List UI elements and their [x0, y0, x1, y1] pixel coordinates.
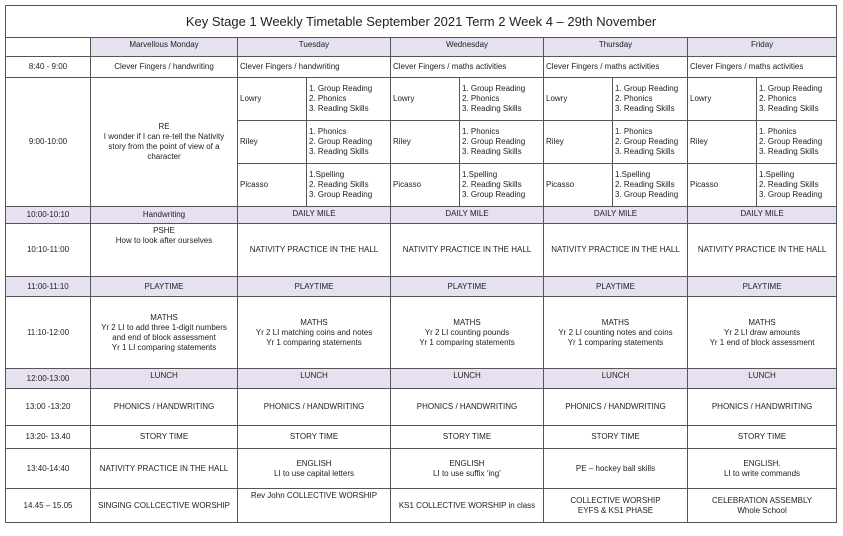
lesson-cell	[91, 224, 238, 277]
activity: 1.Spelling	[759, 170, 795, 179]
lesson-line: CELEBRATION ASSEMBLY	[711, 495, 813, 505]
activity: 1. Group Reading	[309, 84, 373, 93]
lesson-line: and end of block assessment	[112, 332, 216, 342]
day-header-tuesday: Tuesday	[238, 38, 391, 57]
lesson-line: Yr 2 LI draw amounts	[724, 327, 801, 337]
activity: 2. Phonics	[759, 94, 797, 103]
activity: 3. Group Reading	[759, 190, 823, 199]
group-name-lowry: Lowry	[238, 78, 307, 121]
lesson-cell: Handwriting	[91, 207, 238, 224]
lesson-line: MATHS	[150, 312, 178, 322]
group-name-picasso: Picasso	[238, 164, 307, 207]
lesson-cell: NATIVITY PRACTICE IN THE HALL	[238, 224, 391, 277]
lesson-cell: SINGING COLLCECTIVE WORSHIP	[91, 489, 238, 523]
group-activities	[307, 121, 391, 164]
time-cell: 10:00-10:10	[6, 207, 91, 224]
activity: 3. Reading Skills	[309, 147, 369, 156]
group-activities	[757, 78, 837, 121]
group-activities	[460, 78, 544, 121]
lesson-line: MATHS	[453, 317, 481, 327]
group-name-riley: Riley	[238, 121, 307, 164]
activity: 1.Spelling	[309, 170, 345, 179]
lesson-line: Yr 1 LI comparing statements	[111, 342, 217, 352]
lesson-cell: Clever Fingers / maths activities	[391, 57, 544, 78]
lesson-cell: DAILY MILE	[544, 207, 688, 224]
time-cell: 9:00-10:00	[6, 78, 91, 207]
lesson-cell	[238, 449, 391, 489]
lesson-cell: PLAYTIME	[91, 277, 238, 297]
activity: 2. Group Reading	[615, 137, 679, 146]
lesson-line: ENGLISH	[296, 458, 332, 468]
activity: 1. Group Reading	[759, 84, 823, 93]
group-activities	[460, 121, 544, 164]
group-activities	[613, 164, 688, 207]
time-cell: 13:40-14:40	[6, 449, 91, 489]
activity: 3. Group Reading	[615, 190, 679, 199]
lesson-cell: STORY TIME	[91, 426, 238, 449]
lesson-line: ENGLISH	[449, 458, 485, 468]
activity: 1. Group Reading	[615, 84, 679, 93]
lesson-cell: PHONICS / HANDWRITING	[544, 389, 688, 426]
activity: 2. Group Reading	[759, 137, 823, 146]
lesson-cell: DAILY MILE	[391, 207, 544, 224]
activity: 1. Phonics	[615, 127, 653, 136]
activity: 3. Reading Skills	[309, 104, 369, 113]
day-header-friday: Friday	[688, 38, 837, 57]
activity: 3. Group Reading	[309, 190, 373, 199]
activity: 3. Reading Skills	[759, 104, 819, 113]
activity: 2. Phonics	[462, 94, 500, 103]
lesson-line: How to look after ourselves	[115, 236, 213, 245]
time-cell: 10:10-11:00	[6, 224, 91, 277]
lesson-cell: NATIVITY PRACTICE IN THE HALL	[91, 449, 238, 489]
lesson-cell: Rev John COLLECTIVE WORSHIP	[238, 489, 391, 523]
lesson-line: Yr 1 comparing statements	[419, 337, 515, 347]
activity: 2. Group Reading	[462, 137, 526, 146]
activity: 1. Phonics	[462, 127, 500, 136]
group-activities	[307, 164, 391, 207]
activity: 2. Reading Skills	[615, 180, 675, 189]
lesson-cell	[238, 297, 391, 369]
lesson-cell: Clever Fingers / maths activities	[688, 57, 837, 78]
timetable	[5, 5, 837, 523]
monday-re-cell	[91, 78, 238, 207]
activity: 3. Reading Skills	[759, 147, 819, 156]
lesson-line: Yr 2 LI to add three 1-digit numbers	[101, 322, 227, 332]
time-header-blank	[6, 38, 91, 57]
lesson-line: COLLECTIVE WORSHIP	[570, 495, 661, 505]
group-name-picasso: Picasso	[544, 164, 613, 207]
activity: 2. Phonics	[309, 94, 347, 103]
activity: 2. Reading Skills	[309, 180, 369, 189]
activity: 2. Reading Skills	[462, 180, 522, 189]
lesson-line: story from the point of view of a	[108, 142, 220, 151]
lesson-cell: PLAYTIME	[391, 277, 544, 297]
lesson-cell: LUNCH	[391, 369, 544, 389]
lesson-cell: STORY TIME	[238, 426, 391, 449]
activity: 3. Reading Skills	[462, 104, 522, 113]
lesson-cell: PHONICS / HANDWRITING	[91, 389, 238, 426]
activity: 1.Spelling	[615, 170, 651, 179]
lesson-line: Yr 2 LI counting pounds	[424, 327, 510, 337]
day-header-wednesday: Wednesday	[391, 38, 544, 57]
lesson-cell: STORY TIME	[391, 426, 544, 449]
lesson-line: RE	[158, 122, 170, 131]
group-activities	[757, 164, 837, 207]
day-header-thursday: Thursday	[544, 38, 688, 57]
lesson-cell: Clever Fingers / handwriting	[238, 57, 391, 78]
lesson-cell: PLAYTIME	[688, 277, 837, 297]
lesson-line: Yr 1 comparing statements	[567, 337, 664, 347]
lesson-line: ENGLISH.	[743, 458, 781, 468]
lesson-cell: PHONICS / HANDWRITING	[688, 389, 837, 426]
lesson-line: Yr 2 LI counting notes and coins	[558, 327, 673, 337]
lesson-cell: LUNCH	[688, 369, 837, 389]
group-name-riley: Riley	[544, 121, 613, 164]
lesson-cell: LUNCH	[238, 369, 391, 389]
lesson-line: MATHS	[601, 317, 630, 327]
timetable-frame	[5, 5, 836, 531]
group-name-riley: Riley	[391, 121, 460, 164]
group-activities	[307, 78, 391, 121]
activity: 3. Reading Skills	[615, 104, 675, 113]
lesson-cell: PHONICS / HANDWRITING	[238, 389, 391, 426]
lesson-line: Yr 2 LI matching coins and notes	[255, 327, 373, 337]
time-cell: 13:20- 13.40	[6, 426, 91, 449]
lesson-cell: PE – hockey ball skills	[544, 449, 688, 489]
group-activities	[460, 164, 544, 207]
lesson-cell: DAILY MILE	[238, 207, 391, 224]
lesson-line: LI to use suffix ‘ing’	[433, 468, 501, 478]
lesson-cell: Clever Fingers / handwriting	[91, 57, 238, 78]
lesson-cell	[91, 297, 238, 369]
lesson-line: LI to use capital letters	[273, 468, 355, 478]
group-name-lowry: Lowry	[391, 78, 460, 121]
lesson-cell: STORY TIME	[688, 426, 837, 449]
lesson-cell: STORY TIME	[544, 426, 688, 449]
time-cell: 13:00 -13:20	[6, 389, 91, 426]
group-name-picasso: Picasso	[391, 164, 460, 207]
group-name-lowry: Lowry	[688, 78, 757, 121]
lesson-line: Whole School	[737, 505, 787, 515]
time-cell: 11:10-12:00	[6, 297, 91, 369]
lesson-line: MATHS	[748, 317, 776, 327]
activity: 1.Spelling	[462, 170, 498, 179]
lesson-cell: NATIVITY PRACTICE IN THE HALL	[688, 224, 837, 277]
lesson-line: EYFS & KS1 PHASE	[577, 505, 654, 515]
activity: 1. Phonics	[759, 127, 797, 136]
lesson-cell: NATIVITY PRACTICE IN THE HALL	[391, 224, 544, 277]
lesson-cell: DAILY MILE	[688, 207, 837, 224]
group-activities	[757, 121, 837, 164]
group-activities	[613, 121, 688, 164]
activity: 3. Reading Skills	[615, 147, 675, 156]
lesson-cell	[391, 297, 544, 369]
time-cell: 14.45 – 15.05	[6, 489, 91, 523]
lesson-cell: Clever Fingers / maths activities	[544, 57, 688, 78]
activity: 1. Group Reading	[462, 84, 526, 93]
activity: 2. Group Reading	[309, 137, 373, 146]
lesson-cell	[688, 449, 837, 489]
time-cell: 12:00-13:00	[6, 369, 91, 389]
lesson-line: Yr 1 comparing statements	[266, 337, 362, 347]
group-activities	[613, 78, 688, 121]
day-header-monday: Marvellous Monday	[91, 38, 238, 57]
lesson-cell: LUNCH	[544, 369, 688, 389]
lesson-cell: PLAYTIME	[544, 277, 688, 297]
time-cell: 11:00-11:10	[6, 277, 91, 297]
group-name-lowry: Lowry	[544, 78, 613, 121]
lesson-cell: PLAYTIME	[238, 277, 391, 297]
activity: 2. Reading Skills	[759, 180, 819, 189]
lesson-cell: KS1 COLLECTIVE WORSHIP in class	[391, 489, 544, 523]
lesson-cell: PHONICS / HANDWRITING	[391, 389, 544, 426]
timetable-title: Key Stage 1 Weekly Timetable September 2021 Term 2 Week 4 – 29th November	[6, 6, 837, 38]
group-name-riley: Riley	[688, 121, 757, 164]
activity: 2. Phonics	[615, 94, 653, 103]
lesson-line: character	[147, 152, 181, 161]
activity: 3. Group Reading	[462, 190, 526, 199]
lesson-line: LI to write commands	[724, 468, 801, 478]
lesson-cell	[544, 297, 688, 369]
lesson-cell	[688, 489, 837, 523]
lesson-line: I wonder if I can re-tell the Nativity	[103, 132, 225, 141]
time-cell: 8:40 - 9:00	[6, 57, 91, 78]
group-name-picasso: Picasso	[688, 164, 757, 207]
lesson-cell	[688, 297, 837, 369]
lesson-cell	[391, 449, 544, 489]
activity: 3. Reading Skills	[462, 147, 522, 156]
lesson-cell: NATIVITY PRACTICE IN THE HALL	[544, 224, 688, 277]
lesson-line: MATHS	[300, 317, 328, 327]
activity: 1. Phonics	[309, 127, 347, 136]
lesson-cell: LUNCH	[91, 369, 238, 389]
lesson-cell	[544, 489, 688, 523]
lesson-line: Yr 1 end of block assessment	[709, 337, 815, 347]
lesson-line: PSHE	[153, 226, 175, 235]
